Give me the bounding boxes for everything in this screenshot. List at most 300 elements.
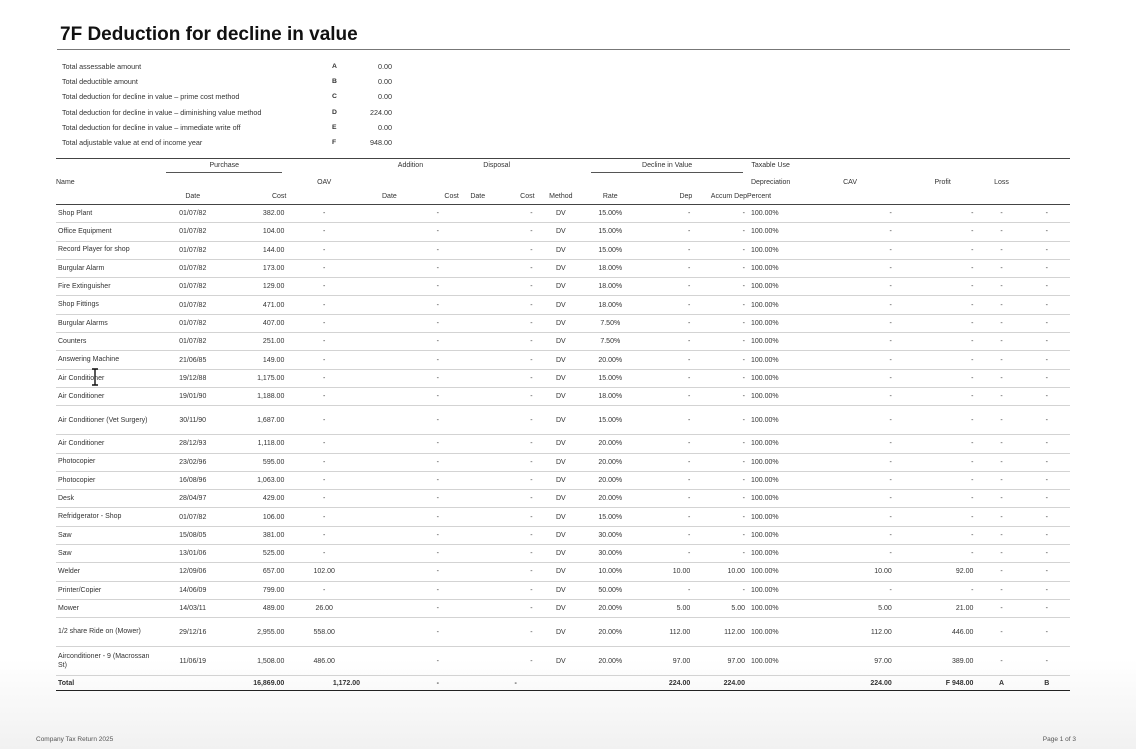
cell-oav: 26.00 (286, 599, 362, 617)
cell-accum: - (692, 205, 747, 223)
disposal-date-header: Date (459, 189, 497, 205)
cell-percent: 100.00% (747, 259, 794, 277)
cell-cost: 1,063.00 (223, 471, 286, 489)
cell-depreciation: - (794, 435, 905, 453)
table-row (56, 435, 1070, 453)
cell-loss: - (1024, 241, 1070, 259)
cell-date: 12/09/06 (162, 563, 223, 581)
cell-oav: 558.00 (286, 618, 362, 647)
cell-name: Burgular Alarm (56, 259, 162, 277)
cell-add-date (362, 259, 417, 277)
cell-disp-cost: - (497, 314, 535, 332)
summary-row (62, 105, 392, 120)
cell-disp-date (459, 599, 497, 617)
asset-table (56, 158, 1070, 691)
cell-cost: 429.00 (223, 490, 286, 508)
cell-loss: - (1024, 369, 1070, 387)
cell-disp-cost: - (497, 333, 535, 351)
cell-disp-cost: - (497, 490, 535, 508)
total-cav (906, 676, 980, 691)
cell-rate: 7.50% (587, 333, 633, 351)
table-row (56, 545, 1070, 563)
cell-loss: - (1024, 351, 1070, 369)
cell-profit: - (979, 314, 1023, 332)
cell-cav: - (906, 406, 980, 435)
cell-dep: - (633, 526, 692, 544)
cell-date: 01/07/82 (162, 259, 223, 277)
cell-disp-cost: - (497, 278, 535, 296)
cell-rate: 15.00% (587, 508, 633, 526)
cell-rate: 15.00% (587, 369, 633, 387)
cell-date: 11/06/19 (162, 647, 223, 676)
cell-add-cost: - (417, 259, 459, 277)
cell-add-date (362, 545, 417, 563)
cell-add-cost: - (417, 563, 459, 581)
cell-add-cost: - (417, 205, 459, 223)
cell-add-cost: - (417, 435, 459, 453)
cell-accum: - (692, 545, 747, 563)
cell-disp-date (459, 314, 497, 332)
cell-loss: - (1024, 314, 1070, 332)
cell-add-date (362, 490, 417, 508)
cell-percent: 100.00% (747, 333, 794, 351)
summary-row (62, 89, 392, 104)
cell-add-date (362, 223, 417, 241)
cell-oav: - (286, 314, 362, 332)
profit-column-header: Profit (934, 178, 951, 186)
cell-disp-cost: - (497, 471, 535, 489)
cell-cost: 381.00 (223, 526, 286, 544)
cell-depreciation: - (794, 406, 905, 435)
cell-add-date (362, 351, 417, 369)
purchase-date-header: Date (162, 189, 223, 205)
summary-label: Total assessable amount (62, 62, 142, 72)
cell-profit: - (979, 435, 1023, 453)
cell-rate: 15.00% (587, 241, 633, 259)
name-column-header: Name (56, 178, 75, 186)
addition-cost-header: Cost (417, 189, 459, 205)
cell-add-date (362, 241, 417, 259)
cell-add-cost: - (417, 278, 459, 296)
cell-rate: 15.00% (587, 205, 633, 223)
cell-accum: - (692, 296, 747, 314)
cell-date: 23/02/96 (162, 453, 223, 471)
cell-cav: - (906, 526, 980, 544)
table-row (56, 471, 1070, 489)
cell-oav: 102.00 (286, 563, 362, 581)
summary-value: 0.00 (378, 77, 392, 87)
cell-add-cost: - (417, 490, 459, 508)
rate-header: Rate (587, 189, 633, 205)
cell-profit: - (979, 563, 1023, 581)
cell-loss: - (1024, 599, 1070, 617)
cell-method: DV (535, 406, 588, 435)
cell-percent: 100.00% (747, 508, 794, 526)
cell-name: Air Conditioner (56, 435, 162, 453)
cell-accum: - (692, 435, 747, 453)
cell-disp-cost: - (497, 259, 535, 277)
cell-accum: - (692, 490, 747, 508)
cell-percent: 100.00% (747, 526, 794, 544)
cell-accum: - (692, 369, 747, 387)
cell-disp-date (459, 581, 497, 599)
cell-cav: - (906, 581, 980, 599)
cell-name: Answering Machine (56, 351, 162, 369)
cell-date: 15/08/05 (162, 526, 223, 544)
cell-disp-date (459, 453, 497, 471)
summary-value: 0.00 (378, 62, 392, 72)
cell-cav: - (906, 508, 980, 526)
cell-loss: - (1024, 581, 1070, 599)
cell-depreciation: 5.00 (794, 599, 905, 617)
cell-profit: - (979, 369, 1023, 387)
cell-name: Welder (56, 563, 162, 581)
table-row (56, 453, 1070, 471)
cell-percent: 100.00% (747, 296, 794, 314)
cell-cost: 1,118.00 (223, 435, 286, 453)
cell-accum: - (692, 453, 747, 471)
cell-disp-date (459, 369, 497, 387)
cell-name: Fire Extinguisher (56, 278, 162, 296)
cell-percent: 100.00% (747, 278, 794, 296)
percent-header: Percent (747, 189, 794, 205)
cell-dep: - (633, 435, 692, 453)
summary-label: Total deductible amount (62, 77, 138, 87)
cell-accum: - (692, 351, 747, 369)
cell-name: Air Conditioner (Vet Surgery) (56, 406, 162, 435)
loss-column-header: Loss (994, 178, 1009, 186)
cell-rate: 15.00% (587, 406, 633, 435)
table-row (56, 259, 1070, 277)
cell-profit: - (979, 278, 1023, 296)
cell-disp-date (459, 259, 497, 277)
cell-loss: - (1024, 526, 1070, 544)
cell-profit: - (979, 581, 1023, 599)
cell-profit: - (979, 223, 1023, 241)
cell-dep: - (633, 545, 692, 563)
cell-accum: - (692, 314, 747, 332)
cell-rate: 7.50% (587, 314, 633, 332)
table-row (56, 278, 1070, 296)
cell-accum: - (692, 387, 747, 405)
cell-accum: 10.00 (692, 563, 747, 581)
cell-date: 28/12/93 (162, 435, 223, 453)
cell-disp-date (459, 490, 497, 508)
addition-date-header: Date (362, 189, 417, 205)
cell-name: Mower (56, 599, 162, 617)
cell-date: 01/07/82 (162, 508, 223, 526)
cell-loss: - (1024, 471, 1070, 489)
cell-cav: - (906, 435, 980, 453)
table-row (56, 223, 1070, 241)
cell-add-date (362, 453, 417, 471)
cell-cav: - (906, 314, 980, 332)
cell-percent: 100.00% (747, 205, 794, 223)
cell-date: 19/01/90 (162, 387, 223, 405)
cell-rate: 20.00% (587, 351, 633, 369)
cell-disp-date (459, 545, 497, 563)
cell-rate: 18.00% (587, 259, 633, 277)
cell-disp-cost: - (497, 406, 535, 435)
cell-oav: - (286, 453, 362, 471)
cell-profit: - (979, 647, 1023, 676)
cell-cost: 407.00 (223, 314, 286, 332)
cell-add-date (362, 599, 417, 617)
cell-profit: - (979, 490, 1023, 508)
cell-add-cost: - (417, 351, 459, 369)
cell-date: 13/01/06 (162, 545, 223, 563)
cell-name: Saw (56, 526, 162, 544)
total-cav-letter: F (945, 679, 951, 687)
cell-cost: 489.00 (223, 599, 286, 617)
cell-add-cost: - (417, 223, 459, 241)
cell-profit: - (979, 526, 1023, 544)
cell-cav: - (906, 545, 980, 563)
table-row (56, 241, 1070, 259)
summary-row (62, 59, 392, 74)
cell-cost: 1,508.00 (223, 647, 286, 676)
footer-page-number: Page 1 of 3 (1042, 736, 1076, 743)
cell-name: Refridgerator - Shop (56, 508, 162, 526)
summary-letter: B (332, 78, 337, 86)
cell-cav: - (906, 387, 980, 405)
cell-date: 01/07/82 (162, 278, 223, 296)
table-row (56, 526, 1070, 544)
cell-add-date (362, 471, 417, 489)
cell-rate: 20.00% (587, 435, 633, 453)
cell-date: 01/07/82 (162, 296, 223, 314)
cell-add-date (362, 435, 417, 453)
cell-cav: 446.00 (906, 618, 980, 647)
cell-rate: 20.00% (587, 490, 633, 508)
cell-add-date (362, 278, 417, 296)
cell-name: 1/2 share Ride on (Mower) (56, 618, 162, 647)
cell-disp-cost: - (497, 526, 535, 544)
cell-rate: 20.00% (587, 647, 633, 676)
cell-add-cost: - (417, 333, 459, 351)
cell-dep: - (633, 314, 692, 332)
cell-method: DV (535, 387, 588, 405)
cell-dep: - (633, 223, 692, 241)
cell-method: DV (535, 351, 588, 369)
table-row (56, 599, 1070, 617)
page-title: 7F Deduction for decline in value (60, 24, 358, 45)
cell-accum: 5.00 (692, 599, 747, 617)
cell-percent: 100.00% (747, 223, 794, 241)
cell-disp-cost: - (497, 387, 535, 405)
cell-disp-cost: - (497, 618, 535, 647)
cell-cost: 525.00 (223, 545, 286, 563)
cell-add-cost: - (417, 526, 459, 544)
total-row (56, 676, 1070, 691)
cell-rate: 18.00% (587, 278, 633, 296)
table-row (56, 490, 1070, 508)
cell-depreciation: - (794, 369, 905, 387)
cell-cav: 389.00 (906, 647, 980, 676)
cell-loss: - (1024, 205, 1070, 223)
cell-cav: - (906, 471, 980, 489)
cell-date: 28/04/97 (162, 490, 223, 508)
table-row (56, 406, 1070, 435)
text-cursor-icon (90, 368, 100, 386)
total-accum-dep: 224.00 (692, 676, 747, 691)
cell-disp-cost: - (497, 223, 535, 241)
cell-add-date (362, 526, 417, 544)
cell-depreciation: 97.00 (794, 647, 905, 676)
cell-percent: 100.00% (747, 351, 794, 369)
cell-cost: 595.00 (223, 453, 286, 471)
cell-percent: 100.00% (747, 490, 794, 508)
cell-rate: 20.00% (587, 471, 633, 489)
cell-add-date (362, 508, 417, 526)
cell-name: Printer/Copier (56, 581, 162, 599)
cell-cost: 799.00 (223, 581, 286, 599)
cell-dep: - (633, 581, 692, 599)
summary-value: 224.00 (370, 107, 392, 117)
cell-method: DV (535, 647, 588, 676)
cell-cost: 2,955.00 (223, 618, 286, 647)
summary-letter: A (332, 63, 337, 71)
cell-depreciation: - (794, 471, 905, 489)
cell-depreciation: 10.00 (794, 563, 905, 581)
cell-cav: - (906, 333, 980, 351)
table-row (56, 314, 1070, 332)
cell-name: Shop Fittings (56, 296, 162, 314)
cell-loss: - (1024, 490, 1070, 508)
cell-method: DV (535, 259, 588, 277)
cell-cav: - (906, 490, 980, 508)
cell-dep: - (633, 387, 692, 405)
table-row (56, 647, 1070, 676)
cell-cav: - (906, 453, 980, 471)
cell-date: 01/07/82 (162, 314, 223, 332)
cell-add-date (362, 581, 417, 599)
cell-name: Airconditioner - 9 (Macrossan St) (56, 647, 162, 676)
summary-label: Total deduction for decline in value – diminishing value method (62, 107, 262, 117)
cell-depreciation: - (794, 526, 905, 544)
cell-cost: 657.00 (223, 563, 286, 581)
cell-profit: - (979, 545, 1023, 563)
cell-disp-date (459, 526, 497, 544)
cell-percent: 100.00% (747, 435, 794, 453)
cell-percent: 100.00% (747, 599, 794, 617)
table-row (56, 205, 1070, 223)
cell-depreciation: - (794, 205, 905, 223)
cell-add-cost: - (417, 369, 459, 387)
summary-label: Total adjustable value at end of income year (62, 138, 203, 148)
cell-profit: - (979, 453, 1023, 471)
total-cost: 16,869.00 (223, 676, 286, 691)
cell-loss: - (1024, 296, 1070, 314)
total-cav-value: 948.00 (952, 679, 974, 687)
cell-method: DV (535, 599, 588, 617)
cell-profit: - (979, 599, 1023, 617)
cell-dep: - (633, 406, 692, 435)
cell-cav: - (906, 223, 980, 241)
cell-rate: 18.00% (587, 387, 633, 405)
table-row (56, 369, 1070, 387)
table-row (56, 508, 1070, 526)
summary-block (62, 59, 392, 150)
cell-cost: 129.00 (223, 278, 286, 296)
cav-column-header: CAV (843, 178, 857, 186)
cell-cav: - (906, 369, 980, 387)
addition-group-header: Addition (362, 159, 459, 176)
footer-doc-name: Company Tax Return 2025 (36, 736, 114, 743)
cell-method: DV (535, 563, 588, 581)
cell-dep: - (633, 241, 692, 259)
cell-depreciation: - (794, 278, 905, 296)
total-disposal-cost: - (497, 676, 535, 691)
cell-accum: - (692, 581, 747, 599)
cell-depreciation: - (794, 223, 905, 241)
cell-profit: - (979, 205, 1023, 223)
cell-disp-date (459, 205, 497, 223)
header-spacer (56, 159, 162, 176)
cell-cav: - (906, 351, 980, 369)
table-row (56, 333, 1070, 351)
cell-dep: - (633, 508, 692, 526)
cell-date: 01/07/82 (162, 241, 223, 259)
cell-date: 16/08/96 (162, 471, 223, 489)
cell-oav: - (286, 333, 362, 351)
cell-method: DV (535, 333, 588, 351)
cell-add-cost: - (417, 471, 459, 489)
cell-disp-cost: - (497, 241, 535, 259)
cell-accum: - (692, 333, 747, 351)
cell-dep: - (633, 333, 692, 351)
cell-add-cost: - (417, 581, 459, 599)
cell-add-cost: - (417, 241, 459, 259)
table-row (56, 581, 1070, 599)
cell-percent: 100.00% (747, 453, 794, 471)
total-dep: 224.00 (633, 676, 692, 691)
cell-percent: 100.00% (747, 647, 794, 676)
cell-add-cost: - (417, 453, 459, 471)
cell-disp-date (459, 241, 497, 259)
asset-table-wrapper (56, 158, 1070, 691)
cell-cost: 106.00 (223, 508, 286, 526)
cell-percent: 100.00% (747, 387, 794, 405)
cell-date: 30/11/90 (162, 406, 223, 435)
cell-loss: - (1024, 406, 1070, 435)
cell-add-date (362, 314, 417, 332)
cell-cav: - (906, 278, 980, 296)
cell-dep: - (633, 369, 692, 387)
cell-add-date (362, 296, 417, 314)
cell-depreciation: - (794, 241, 905, 259)
cell-disp-date (459, 563, 497, 581)
summary-value: 0.00 (378, 92, 392, 102)
cell-cav: - (906, 259, 980, 277)
cell-profit: - (979, 241, 1023, 259)
cell-cost: 149.00 (223, 351, 286, 369)
cell-depreciation: - (794, 581, 905, 599)
cell-loss: - (1024, 223, 1070, 241)
purchase-group-header: Purchase (162, 159, 286, 176)
cell-add-date (362, 563, 417, 581)
cell-add-date (362, 369, 417, 387)
dep-header: Dep (633, 189, 692, 205)
cell-oav: 486.00 (286, 647, 362, 676)
cell-disp-date (459, 278, 497, 296)
cell-method: DV (535, 296, 588, 314)
cell-accum: - (692, 223, 747, 241)
cell-add-cost: - (417, 406, 459, 435)
cell-oav: - (286, 406, 362, 435)
cell-date: 01/07/82 (162, 223, 223, 241)
cell-accum: 97.00 (692, 647, 747, 676)
